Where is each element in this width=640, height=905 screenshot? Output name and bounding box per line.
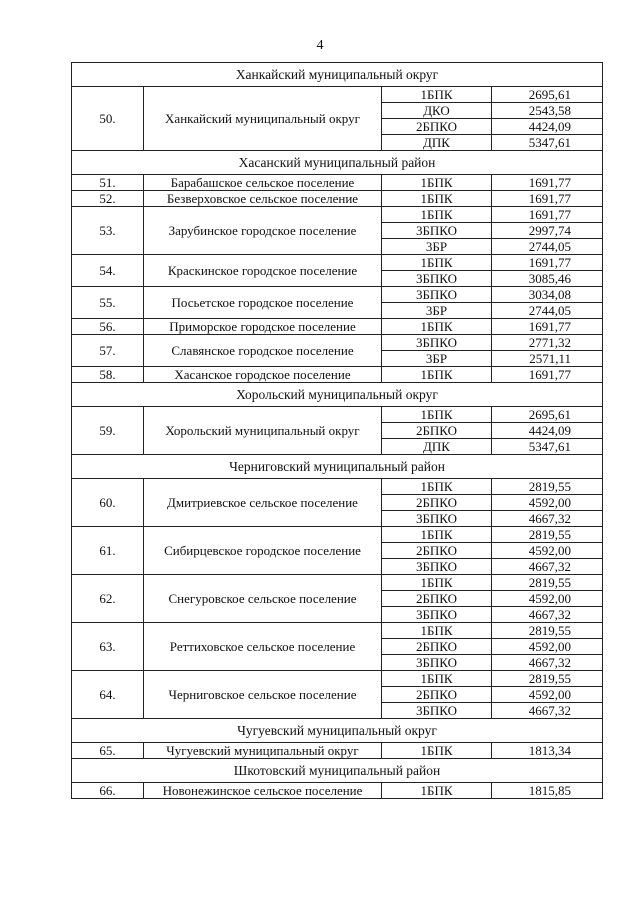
tariff-value: 4592,00	[492, 687, 603, 703]
entry-number: 58.	[72, 367, 144, 383]
entry-number: 50.	[72, 87, 144, 151]
entry-name: Барабашское сельское поселение	[144, 175, 382, 191]
table-row	[72, 87, 603, 103]
tariff-type: 1БПК	[382, 743, 492, 759]
entry-number: 56.	[72, 319, 144, 335]
section-header-row	[72, 151, 603, 175]
tariff-value: 2571,11	[492, 351, 603, 367]
tariff-type: 1БПК	[382, 175, 492, 191]
tariff-value: 4592,00	[492, 591, 603, 607]
entry-name: Славянское городское поселение	[144, 335, 382, 367]
tariff-type: 1БПК	[382, 623, 492, 639]
table-row	[72, 527, 603, 543]
entry-name: Реттиховское сельское поселение	[144, 623, 382, 671]
tariff-table	[71, 62, 603, 799]
tariff-type: ДКО	[382, 103, 492, 119]
tariff-value: 1691,77	[492, 191, 603, 207]
tariff-type: 1БПК	[382, 671, 492, 687]
entry-number: 59.	[72, 407, 144, 455]
entry-number: 60.	[72, 479, 144, 527]
tariff-type: 2БПКО	[382, 543, 492, 559]
tariff-type: 1БПК	[382, 367, 492, 383]
tariff-type: 1БПК	[382, 407, 492, 423]
tariff-type: 1БПК	[382, 575, 492, 591]
tariff-value: 4667,32	[492, 559, 603, 575]
tariff-value: 3085,46	[492, 271, 603, 287]
tariff-value: 2695,61	[492, 87, 603, 103]
section-header-row	[72, 759, 603, 783]
table-row	[72, 175, 603, 191]
tariff-type: 3БПКО	[382, 287, 492, 303]
tariff-value: 1691,77	[492, 367, 603, 383]
tariff-value: 1813,34	[492, 743, 603, 759]
entry-name: Черниговское сельское поселение	[144, 671, 382, 719]
tariff-type: 2БПКО	[382, 423, 492, 439]
entry-number: 52.	[72, 191, 144, 207]
entry-name: Зарубинское городское поселение	[144, 207, 382, 255]
tariff-value: 4667,32	[492, 607, 603, 623]
section-title: Чугуевский муниципальный округ	[72, 719, 603, 743]
entry-name: Дмитриевское сельское поселение	[144, 479, 382, 527]
entry-name: Новонежинское сельское поселение	[144, 783, 382, 799]
tariff-value: 2695,61	[492, 407, 603, 423]
page-number: 4	[316, 38, 324, 53]
tariff-value: 2744,05	[492, 239, 603, 255]
section-title: Хорольский муниципальный округ	[72, 383, 603, 407]
tariff-type: 3БПКО	[382, 607, 492, 623]
table-row	[72, 623, 603, 639]
tariff-value: 1691,77	[492, 207, 603, 223]
entry-number: 64.	[72, 671, 144, 719]
table-row	[72, 783, 603, 799]
entry-number: 51.	[72, 175, 144, 191]
tariff-type: 1БПК	[382, 527, 492, 543]
tariff-type: ДПК	[382, 135, 492, 151]
tariff-value: 3034,08	[492, 287, 603, 303]
entry-name: Снегуровское сельское поселение	[144, 575, 382, 623]
tariff-value: 4592,00	[492, 639, 603, 655]
entry-name: Хасанское городское поселение	[144, 367, 382, 383]
table-row	[72, 335, 603, 351]
table-row	[72, 671, 603, 687]
section-header-row	[72, 719, 603, 743]
tariff-value: 1691,77	[492, 255, 603, 271]
entry-number: 65.	[72, 743, 144, 759]
section-title: Шкотовский муниципальный район	[72, 759, 603, 783]
tariff-type: 2БПКО	[382, 687, 492, 703]
tariff-type: 2БПКО	[382, 495, 492, 511]
tariff-value: 2819,55	[492, 671, 603, 687]
table-row	[72, 479, 603, 495]
tariff-value: 4667,32	[492, 655, 603, 671]
tariff-type: 3БПКО	[382, 703, 492, 719]
table-row	[72, 287, 603, 303]
table-row	[72, 207, 603, 223]
entry-number: 63.	[72, 623, 144, 671]
section-header-row	[72, 383, 603, 407]
section-header-row	[72, 455, 603, 479]
tariff-value: 2744,05	[492, 303, 603, 319]
tariff-value: 4424,09	[492, 119, 603, 135]
tariff-value: 4667,32	[492, 703, 603, 719]
entry-number: 66.	[72, 783, 144, 799]
table-row	[72, 743, 603, 759]
table-row	[72, 191, 603, 207]
tariff-type: 1БПК	[382, 479, 492, 495]
tariff-value: 1815,85	[492, 783, 603, 799]
tariff-value: 2771,32	[492, 335, 603, 351]
entry-number: 61.	[72, 527, 144, 575]
tariff-type: 1БПК	[382, 255, 492, 271]
table-row	[72, 319, 603, 335]
tariff-type: 1БПК	[382, 87, 492, 103]
entry-name: Приморское городское поселение	[144, 319, 382, 335]
tariff-type: 3БПКО	[382, 559, 492, 575]
section-title: Черниговский муниципальный район	[72, 455, 603, 479]
entry-number: 54.	[72, 255, 144, 287]
tariff-value: 2819,55	[492, 575, 603, 591]
tariff-value: 1691,77	[492, 319, 603, 335]
tariff-value: 1691,77	[492, 175, 603, 191]
section-title: Хасанский муниципальный район	[72, 151, 603, 175]
section-header-row	[72, 63, 603, 87]
tariff-type: 3БПКО	[382, 335, 492, 351]
tariff-value: 2997,74	[492, 223, 603, 239]
entry-number: 53.	[72, 207, 144, 255]
entry-number: 57.	[72, 335, 144, 367]
tariff-type: 2БПКО	[382, 119, 492, 135]
tariff-type: 3БПКО	[382, 223, 492, 239]
tariff-type: 3БР	[382, 351, 492, 367]
tariff-value: 2819,55	[492, 479, 603, 495]
tariff-type: 3БПКО	[382, 271, 492, 287]
tariff-value: 4592,00	[492, 543, 603, 559]
entry-number: 62.	[72, 575, 144, 623]
tariff-value: 2819,55	[492, 623, 603, 639]
tariff-value: 4667,32	[492, 511, 603, 527]
tariff-type: ДПК	[382, 439, 492, 455]
tariff-type: 1БПК	[382, 783, 492, 799]
table-row	[72, 367, 603, 383]
tariff-value: 4424,09	[492, 423, 603, 439]
tariff-value: 2819,55	[492, 527, 603, 543]
tariff-value: 5347,61	[492, 135, 603, 151]
tariff-type: 3БПКО	[382, 655, 492, 671]
table-row	[72, 255, 603, 271]
entry-name: Безверховское сельское поселение	[144, 191, 382, 207]
entry-name: Чугуевский муниципальный округ	[144, 743, 382, 759]
entry-name: Ханкайский муниципальный округ	[144, 87, 382, 151]
table-row	[72, 407, 603, 423]
entry-name: Посьетское городское поселение	[144, 287, 382, 319]
tariff-type: 3БПКО	[382, 511, 492, 527]
entry-name: Краскинское городское поселение	[144, 255, 382, 287]
tariff-value: 2543,58	[492, 103, 603, 119]
tariff-value: 4592,00	[492, 495, 603, 511]
tariff-value: 5347,61	[492, 439, 603, 455]
entry-name: Сибирцевское городское поселение	[144, 527, 382, 575]
tariff-type: 1БПК	[382, 191, 492, 207]
tariff-type: 2БПКО	[382, 591, 492, 607]
entry-name: Хорольский муниципальный округ	[144, 407, 382, 455]
tariff-type: 1БПК	[382, 207, 492, 223]
table-row	[72, 575, 603, 591]
tariff-type: 2БПКО	[382, 639, 492, 655]
tariff-type: 3БР	[382, 303, 492, 319]
entry-number: 55.	[72, 287, 144, 319]
tariff-type: 3БР	[382, 239, 492, 255]
section-title: Ханкайский муниципальный округ	[72, 63, 603, 87]
tariff-type: 1БПК	[382, 319, 492, 335]
